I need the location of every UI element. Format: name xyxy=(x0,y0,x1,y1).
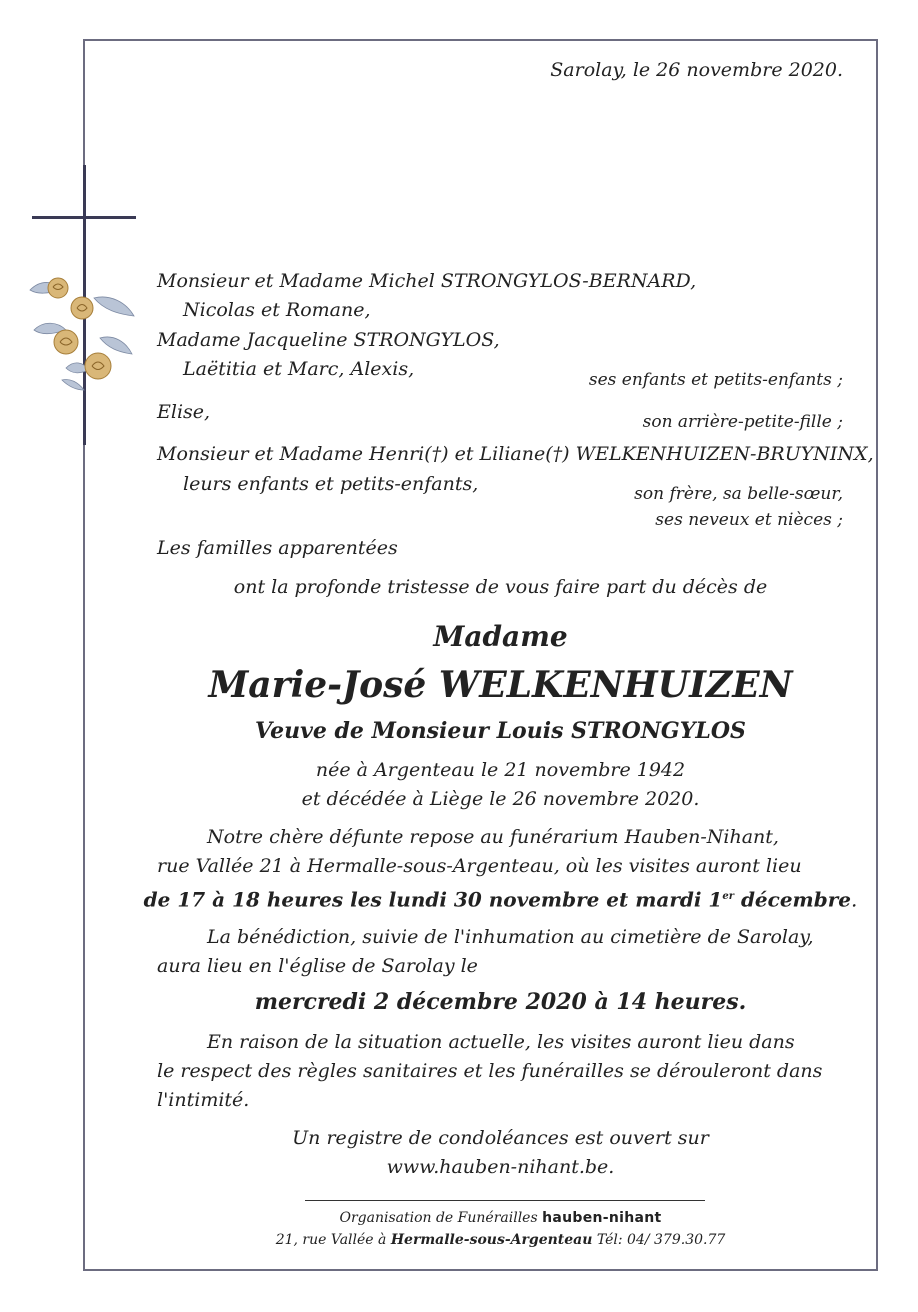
relation-3a: son frère, sa belle-sœur, xyxy=(634,484,843,504)
family-line-3: Madame Jacqueline STRONGYLOS, xyxy=(157,329,500,351)
announcement: ont la profonde tristesse de vous faire part du décès de xyxy=(233,576,768,598)
registry-url: www.hauben-nihant.be. xyxy=(386,1156,615,1178)
visit-line-1: Notre chère défunte repose au funérarium Hauben-Nihant, xyxy=(207,826,779,848)
family-line-6: Monsieur et Madame Henri(†) et Liliane(†) WELKENHUIZEN-BRUYNINX, xyxy=(157,443,874,465)
brand-logo: hauben-nihant xyxy=(542,1210,662,1226)
family-line-7: leurs enfants et petits-enfants, xyxy=(183,473,479,495)
family-line-4: Laëtitia et Marc, Alexis, xyxy=(183,358,415,380)
widow-line: Veuve de Monsieur Louis STRONGYLOS xyxy=(255,718,746,744)
ceremony-line-1: La bénédiction, suivie de l'inhumation au cimetière de Sarolay, xyxy=(207,926,814,948)
death-line: et décédée à Liège le 26 novembre 2020. xyxy=(301,788,700,810)
relation-1: ses enfants et petits-enfants ; xyxy=(588,370,843,390)
visit-times: de 17 à 18 heures les lundi 30 novembre et mardi 1er décembre. xyxy=(143,887,858,912)
covid-line-2: le respect des règles sanitaires et les funérailles se dérouleront dans xyxy=(157,1060,823,1082)
roses-icon xyxy=(22,268,147,403)
relation-3b: ses neveux et nièces ; xyxy=(655,510,843,530)
date-line: Sarolay, le 26 novembre 2020. xyxy=(550,59,843,81)
visit-line-2: rue Vallée 21 à Hermalle-sous-Argenteau, où les visites auront lieu xyxy=(157,855,802,877)
footer-organisation: Organisation de Funérailles hauben-nihant xyxy=(339,1210,662,1226)
footer-divider xyxy=(305,1200,705,1201)
family-line-2: Nicolas et Romane, xyxy=(183,299,371,321)
ceremony-line-2: aura lieu en l'église de Sarolay le xyxy=(157,955,478,977)
registry-line-1: Un registre de condoléances est ouvert sur xyxy=(292,1127,709,1149)
deceased-name: Marie-José WELKENHUIZEN xyxy=(208,664,793,706)
cross-icon-bar xyxy=(32,216,136,219)
family-line-5: Elise, xyxy=(157,401,211,423)
birth-line: née à Argenteau le 21 novembre 1942 xyxy=(315,759,686,781)
deceased-title: Madame xyxy=(433,620,568,653)
family-line-1: Monsieur et Madame Michel STRONGYLOS-BERNARD, xyxy=(157,270,697,292)
relation-2: son arrière-petite-fille ; xyxy=(642,412,843,432)
ceremony-datetime: mercredi 2 décembre 2020 à 14 heures. xyxy=(254,989,747,1015)
covid-line-3: l'intimité. xyxy=(157,1089,250,1111)
covid-line-1: En raison de la situation actuelle, les visites auront lieu dans xyxy=(207,1031,795,1053)
footer-address: 21, rue Vallée à Hermalle-sous-Argenteau Tél: 04/ 379.30.77 xyxy=(275,1232,726,1248)
family-line-8: Les familles apparentées xyxy=(157,537,398,559)
